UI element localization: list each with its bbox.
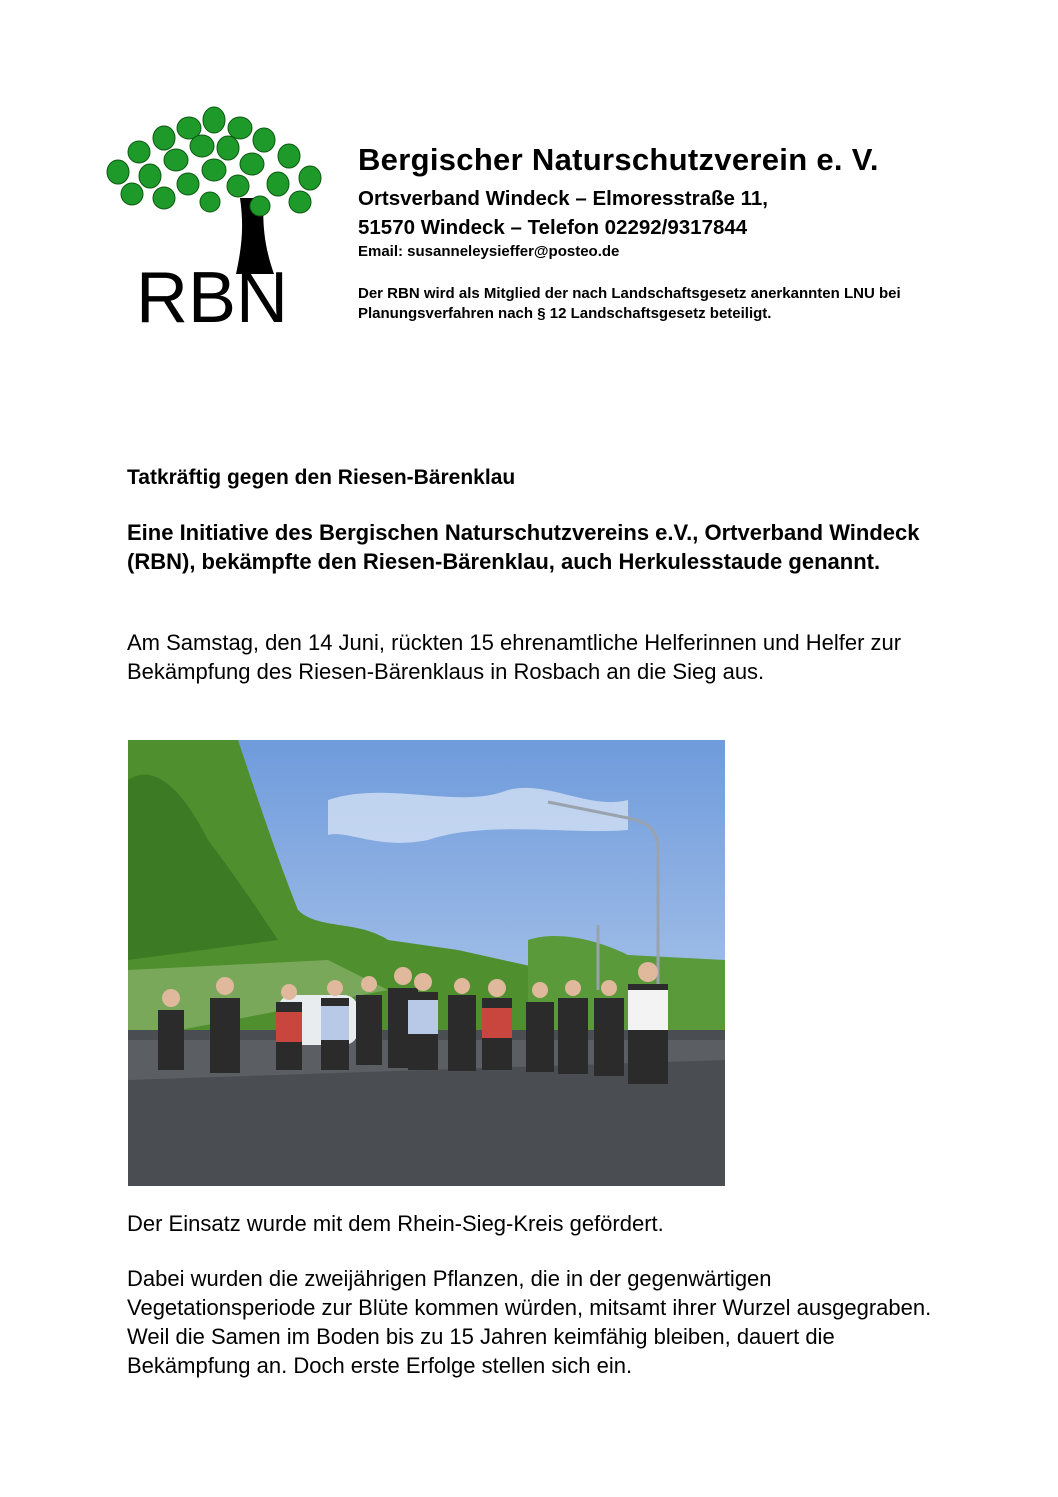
group-photo bbox=[128, 740, 725, 1186]
membership-notice: Der RBN wird als Mitglied der nach Landschaftsgesetz anerkannten LNU bei Planungsverfahren nach § 12 Landschaftsgesetz beteiligt. bbox=[358, 285, 901, 322]
article-paragraph-2: Der Einsatz wurde mit dem Rhein-Sieg-Kreis gefördert. bbox=[127, 1211, 664, 1236]
address-line-1: Ortsverband Windeck – Elmoresstraße 11, bbox=[358, 187, 768, 210]
tree-icon bbox=[107, 107, 321, 274]
address-line-2: 51570 Windeck – Telefon 02292/9317844 bbox=[358, 216, 748, 239]
article-paragraph-3: Dabei wurden die zweijährigen Pflanzen, die in der gegenwärtigen Vegetationsperiode zur Blüte kommen würden, mitsamt ihrer Wurzel ausgegraben. Weil die Samen im Boden bis zu 15 Jahren keimfähig bleiben, dauert die Bekämpfung an. Doch erste Erfolge stellen sich ein. bbox=[127, 1266, 932, 1378]
email-line: Email: susanneleysieffer@posteo.de bbox=[358, 243, 620, 260]
article-paragraph-1: Am Samstag, den 14 Juni, rückten 15 ehrenamtliche Helferinnen und Helfer zur Bekämpfung des Riesen-Bärenklaus in Rosbach an die Sieg aus. bbox=[127, 630, 902, 684]
rbn-logo bbox=[104, 106, 326, 328]
organization-name: Bergischer Naturschutzverein e. V. bbox=[358, 142, 879, 177]
logo-text: RBN bbox=[135, 258, 289, 328]
article-intro: Eine Initiative des Bergischen Naturschutzvereins e.V., Ortverband Windeck (RBN), bekämpfte den Riesen-Bärenklau, auch Herkulesstaude genannt. bbox=[127, 520, 920, 574]
article-headline: Tatkräftig gegen den Riesen-Bärenklau bbox=[127, 466, 516, 489]
